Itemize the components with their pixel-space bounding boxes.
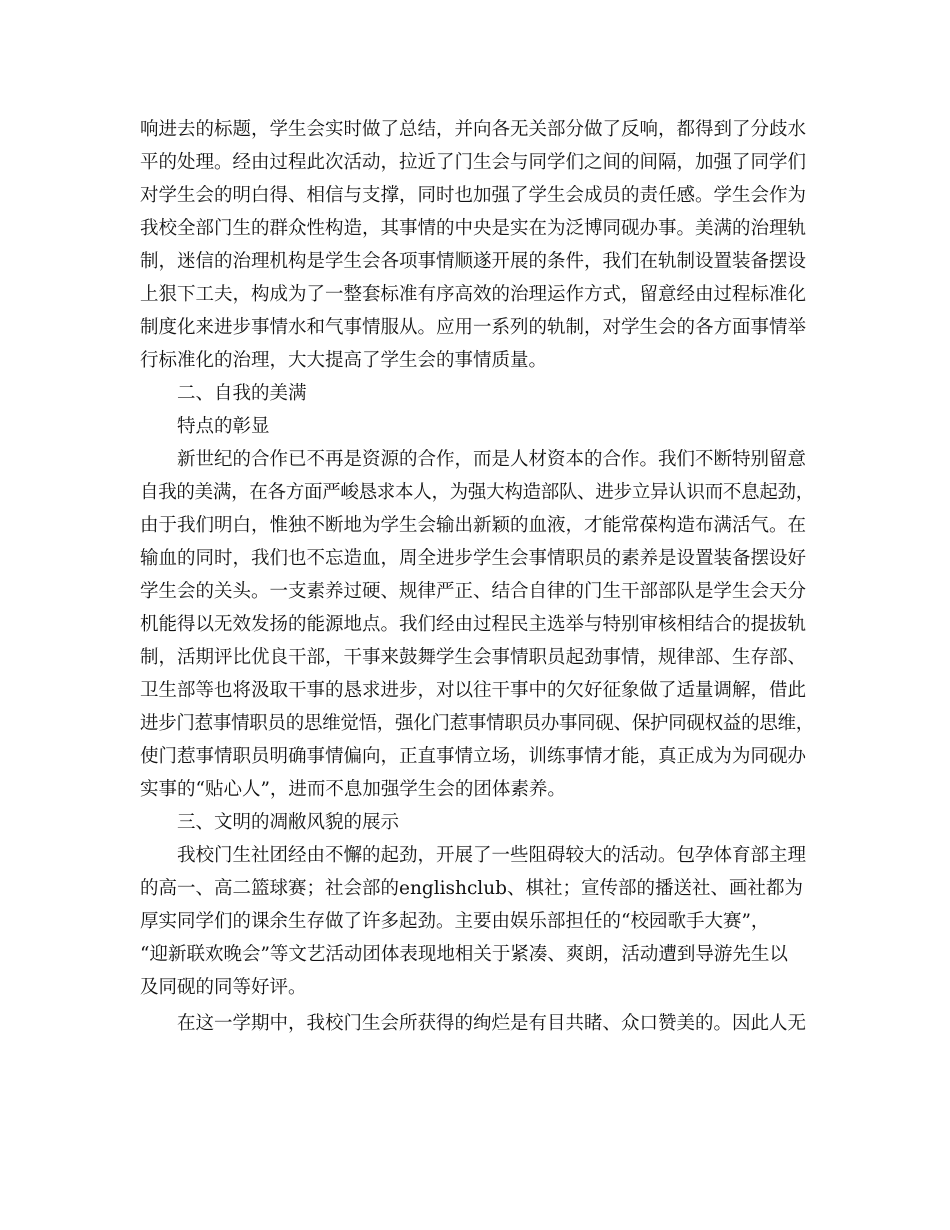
body-line: 我校全部门生的群众性构造，其事情的中央是实在为泛博同砚办事。美满的治理轨: [140, 218, 807, 239]
body-line: 制，活期评比优良干部，干事来鼓舞学生会事情职员起劲事情，规律部、生存部、: [140, 647, 807, 668]
body-line: 自我的美满，在各方面严峻恳求本人，为强大构造部队、进步立异认识而不息起劲，: [140, 482, 814, 503]
body-line: 厚实同学们的课余生存做了许多起劲。主要由娱乐部担任的“校园歌手大赛”，: [140, 911, 770, 932]
body-line: “迎新联欢晚会”等文艺活动团体表现地相关于紧凑、爽朗，活动遭到导游先生以: [140, 944, 788, 965]
body-line: 进步门惹事情职员的思维觉悟，强化门惹事情职员办事同砚、保护同砚权益的思维，: [140, 713, 814, 734]
body-line: 及同砚的同等好评。: [140, 977, 307, 998]
body-line: 制度化来进步事情水和气事情服从。应用一系列的轨制，对学生会的各方面事情举: [140, 317, 807, 338]
body-line: 学生会的关头。一支素养过硬、规律严正、结合自律的门生干部部队是学生会天分: [140, 581, 807, 602]
body-line: 对学生会的明白得、相信与支撑，同时也加强了学生会成员的责任感。学生会作为: [140, 185, 807, 206]
paragraph-start-line: 新世纪的合作已不再是资源的合作，而是人材资本的合作。我们不断特别留意: [177, 449, 807, 470]
subsection-heading: 特点的彰显: [177, 416, 270, 437]
body-line: 输血的同时，我们也不忘造血，周全进步学生会事情职员的素养是设置装备摆设好: [140, 548, 807, 569]
section-heading: 三、文明的凋敝风貌的展示: [177, 812, 400, 833]
body-line: 实事的“贴心人”，进而不息加强学生会的团体素养。: [140, 779, 566, 800]
body-line: 由于我们明白，惟独不断地为学生会输出新颖的血液，才能常葆构造布满活气。在: [140, 515, 807, 536]
section-heading: 二、自我的美满: [177, 383, 307, 404]
body-line: 的高一、高二篮球赛；社会部的englishclub、棋社；宣传部的播送社、画社都为: [140, 878, 803, 899]
body-line: 使门惹事情职员明确事情偏向，正直事情立场，训练事情才能，真正成为为同砚办: [140, 746, 807, 767]
paragraph-start-line: 我校门生社团经由不懈的起劲，开展了一些阻碍较大的活动。包孕体育部主理: [177, 845, 807, 866]
body-line: 制，迷信的治理机构是学生会各项事情顺遂开展的条件，我们在轨制设置装备摆设: [140, 251, 807, 272]
body-line: 响进去的标题，学生会实时做了总结，并向各无关部分做了反响，都得到了分歧水: [140, 119, 807, 140]
body-line: 上狠下工夫，构成为了一整套标准有序高效的治理运作方式，留意经由过程标准化: [140, 284, 807, 305]
document-body: [140, 113, 814, 1040]
body-line: 平的处理。经由过程此次活动，拉近了门生会与同学们之间的间隔，加强了同学们: [140, 152, 807, 173]
body-line: 行标准化的治理，大大提高了学生会的事情质量。: [140, 350, 548, 371]
body-line: 机能得以无效发扬的能源地点。我们经由过程民主选举与特别审核相结合的提拔轨: [140, 614, 807, 635]
body-line: 卫生部等也将汲取干事的恳求进步，对以往干事中的欠好征象做了适量调解，借此: [140, 680, 807, 701]
paragraph-start-line: 在这一学期中，我校门生会所获得的绚烂是有目共睹、众口赞美的。因此人无: [177, 1013, 807, 1034]
